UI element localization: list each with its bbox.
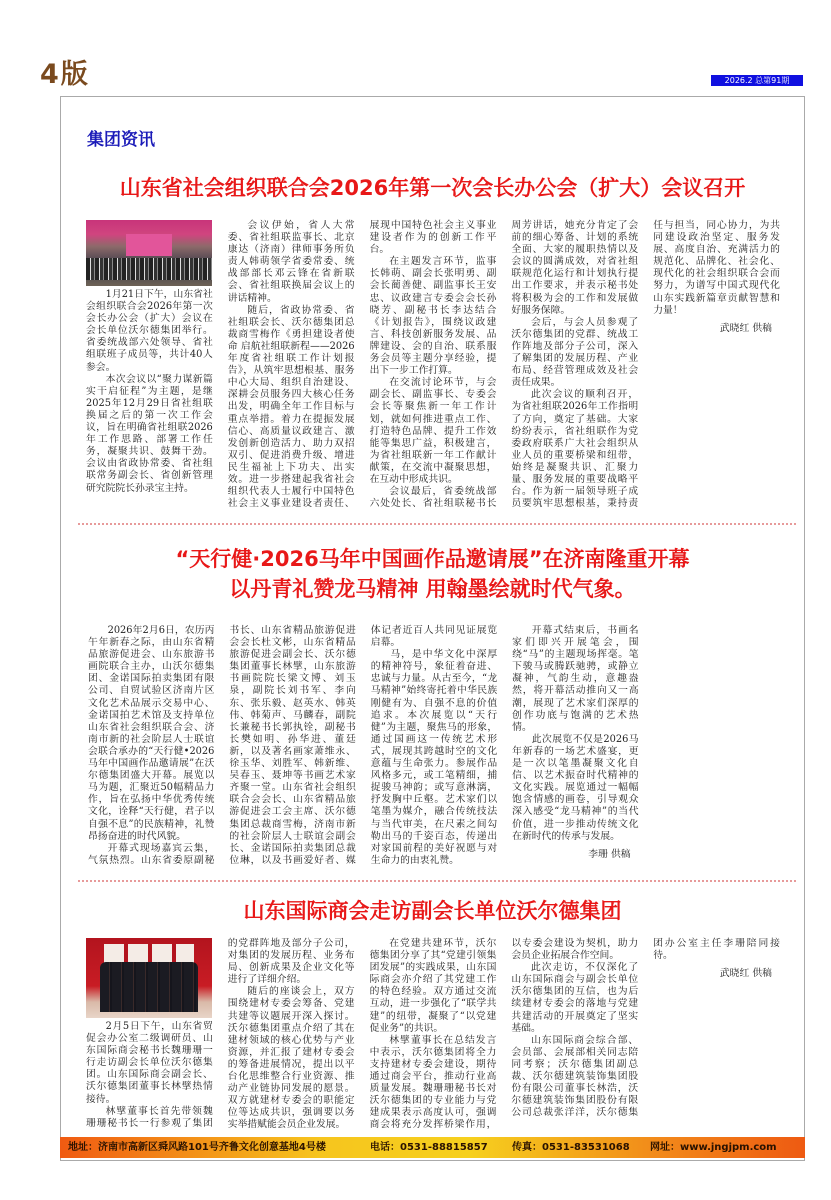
article3-title: 山东国际商会走访副会长单位沃尔德集团 (243, 899, 622, 923)
paragraph: 此次会议的顺利召开，为省社组联2026年工作指明了方向，奠定了基础。大家纷纷表示，省社组联作为党委政府联系广大社会组织从业人员的重要桥梁和纽带，始终是凝聚共识、汇聚力量、服务发展的重要战略平台。作为新一届领导班子成员要筑牢思想根基，秉持责任与担当，同心协力，为共同建设政治坚定、服务发展、高度自治、充满活力的规范化、品牌化、社会化、现代化的社会组织联合会而努力，为谱写中国式现代化山东实践新篇章贡献智慧和力量！ (511, 220, 780, 510)
dotted-divider (78, 523, 796, 525)
paragraph: 林擘董事长首先带领魏珊珊秘书长一行参观了集团的党群阵地及部分子公司，对集团的发展历程、业务布局、创新成果及企业文化等进行了详细介绍。 (86, 938, 355, 1129)
issue-badge: 2026.2 总第91期 (711, 75, 803, 86)
paragraph: 在主题发言环节，监事长韩萌、副会长张明勇、副会长蔺善健、副监事长王安忠、议政建言专委会会长孙晓芳、副秘书长李达结合《计划报告》，围绕议政建言、科技创新服务发展、品牌建设、会的自治、联系服务会员等主题分享经验，提出下一步工作打算。 (369, 256, 497, 377)
paragraph: 1月21日下午，山东省社会组织联合会2026年第一次会长办公会（扩大）会议在会长单位沃尔德集团举行。省委统战部六处领导、省社组联班子成员等，共计40人参会。 (86, 289, 213, 373)
paragraph: 本次会议以“聚力谋新篇 实干启征程”为主题，是继2025年12月29日省社组联换届之后的第一次工作会议，旨在明确省社组联2026年工作思路、部署工作任务，凝聚共识、鼓舞干劲。会议由省政协常委、省社组联常务副会长、省创新管理研究院院长孙录宝主持。 (86, 373, 213, 494)
visit-group-photo (86, 938, 212, 1018)
paragraph: 2026年2月6日，农历丙午年新春之际，由山东省精品旅游促进会、山东旅游书画院联合主办，山沃尔德集团、金诺国际拍卖集团有限公司、自贸试验区济南片区文化艺术品展示交易中心、金诺国拍艺术馆及支持单位山东省社会组织联合会、济南市新的社会阶层人士联谊会联合承办的“天行健•2026马年中国画作品邀请展”在沃尔德集团盛大开幕。展览以马为题，汇聚近50幅精品力作，旨在弘扬中华优秀传统文化，诠释“天行健，君子以自强不息”的民族精神，礼赞昂扬奋进的时代风貌。 (88, 625, 215, 842)
section-label: 集团资讯 (87, 130, 155, 150)
paragraph: 开幕式现场嘉宾云集，气氛热烈。山东省委原副秘书长、山东省精品旅游促进会会长杜文彬，山东省精品旅游促进会副会长、沃尔德集团董事长林擘，山东旅游书画院院长梁文博、刘玉泉，副院长刘书军、李向东、张乐毅、赵英水、韩英伟、韩菊声、马麟春，副院长兼秘书长郭执铨，副秘书长樊如明、孙华进、董廷新，以及著名画家萧维永、徐玉华、刘胜军、韩新维、吴春玉、聂坤等书画艺术家齐聚一堂。山东省社会组织联合会会长、山东省精品旅游促进会工会主席、沃尔德集团总裁商雪梅，济南市新的社会阶层人士联谊会副会长、金诺国际拍卖集团总裁位琳，以及书画爱好者、媒体记者近百人共同见证展览启幕。 (88, 625, 498, 866)
paragraph: 随后的座谈会上，双方围绕建材专委会筹备、党建共建等议题展开深入探讨。沃尔德集团重点介绍了其在建材领域的核心优势与产业资源，并汇报了建材专委会的筹备进展情况，提出以平台化思维整合行业资源、推动产业链协同发展的愿景。双方就建材专委会的职能定位等达成共识，强调要以务实举措赋能会员企业发展。 (227, 986, 355, 1131)
byline: 武晓红 供稿 (719, 968, 772, 980)
article1-title: 山东省社会组织联合会2026年第一次会长办公会（扩大）会议召开 (119, 176, 746, 200)
article1-body (86, 220, 780, 515)
article3-body (86, 938, 780, 1134)
footer-phone: 电话：0531-88815857 (370, 1142, 488, 1153)
paragraph: 会议最后，省委统战部六处处长、省社组联秘书长周芳讲话，她充分肯定了会前的细心筹备、计划的系统全面、大家的履职热情以及会议的圆满成效，对省社组联规范化运行和计划执行提出工作要求，并表示秘书处将积极为会的工作和发展做好服务保障。 (369, 220, 639, 510)
byline: 李珊 供稿 (588, 848, 631, 860)
paragraph: 开幕式结束后，书画名家们即兴开展笔会，围绕“马”的主题现场挥毫。笔下骏马或腾跃驰骋，或静立凝神，气韵生动，意趣盎然，将开幕活动推向又一高潮，展现了艺术家们深厚的创作功底与饱满的艺术热情。 (512, 625, 639, 733)
paragraph: 在党建共建环节，沃尔德集团分享了其“党建引领集团发展”的实践成果，山东国际商会亦介绍了其党建工作的特色经验。双方通过交流互动，进一步强化了“联学共建”的纽带，凝聚了“以党建促业务”的共识。 (369, 938, 497, 1034)
paragraph: 随后，省政协常委、省社组联会长、沃尔德集团总裁商雪梅作《勇担建设者使命 启航社组联新程——2026年度省社组联工作计划报告》，从筑牢思想根基、服务中心大局、组织自治建设、深耕会员服务四大核心任务出发，明确全年工作目标与重点举措。着力在提振发展信心、高质量议政建言、激发创新创造活力、助力双招双引、促进消费升级、增进民生福祉上下功夫、出实效。进一步搭建起我省社会组织代表人士履行中国特色社会主义事业建设者责任、展现中国特色社会主义事业建设者作为的创新工作平台。 (227, 220, 497, 510)
paragraph: 2月5日下午，山东省贸促会办公室二级调研员、山东国际商会秘书长魏珊珊一行走访副会长单位沃尔德集团。山东国际商会副会长、沃尔德集团董事长林擘热情接待。 (86, 1021, 213, 1105)
footer-address: 地址：济南市高新区舜风路101号齐鲁文化创意基地4号楼 (68, 1142, 326, 1153)
footer-fax: 传真：0531-83531068 (512, 1142, 630, 1153)
paragraph: 山东国际商会综合部、会员部、会展部相关同志陪同考察；沃尔德集团副总裁、沃尔德建筑装饰集团股份有限公司董事长林浩，沃尔德建筑装饰集团股份有限公司总裁张洋洋，沃尔德集团办公室主任李珊陪同接待。 (511, 938, 780, 1119)
article2-title-line2: 以丹青礼赞龙马精神 用翰墨绘就时代气象。 (229, 577, 636, 601)
footer-website[interactable]: 网址：www.jngjpm.com (650, 1142, 777, 1153)
article2-body (88, 625, 780, 873)
paragraph: 会后，与会人员参观了沃尔德集团的党群、统战工作阵地及部分子公司，深入了解集团的发展历程、产业布局、经营管理成效及社会责任成果。 (511, 316, 639, 389)
meeting-group-photo (86, 220, 212, 286)
byline: 武晓红 供稿 (719, 322, 772, 334)
article2-title-line1: “天行健·2026马年中国画作品邀请展”在济南隆重开幕 (175, 547, 690, 571)
paragraph: 马，是中华文化中深厚的精神符号，象征着奋进、忠诚与力量。从古至今，“龙马精神”始终寄托着中华民族刚健有为、自强不息的价值追求。本次展览以“天行健”为主题，聚焦马的形象，通过国画这一传统艺术形式，展现其跨越时空的文化意蕴与生命张力。参展作品风格多元，或工笔精细，捕捉骏马神韵；或写意淋漓，抒发胸中丘壑。艺术家们以笔墨为媒介，融合传统技法与当代审美，在尺素之间勾勒出马的千姿百态，传递出对家国前程的美好祝愿与对生命力的由衷礼赞。 (370, 649, 498, 866)
edition-label: 4版 (40, 59, 90, 90)
paragraph: 此次走访，不仅深化了山东国际商会与副会长单位沃尔德集团的互信，也为后续建材专委会的落地与党建共建活动的开展奠定了坚实基础。 (511, 962, 639, 1034)
dotted-divider (78, 880, 796, 882)
footer-bar (60, 1137, 805, 1158)
paragraph: 会议伊始，省人大常委、省社组联监事长、北京康达（济南）律师事务所负责人韩萌领学省委常委、统战部部长邓云锋在省新联会、省社组联换届会议上的讲话精神。 (227, 220, 355, 304)
paragraph: 林擘董事长在总结发言中表示，沃尔德集团将全力支持建材专委会建设，期待通过商会平台，推动行业高质量发展。魏珊珊秘书长对沃尔德集团的专业能力与党建成果表示高度认可，强调商会将充分发挥桥梁作用，以专委会建设为契机，助力会员企业拓展合作空间。 (369, 938, 639, 1131)
paragraph: 此次展览不仅是2026马年新春的一场艺术盛宴，更是一次以笔墨凝聚文化自信、以艺术振奋时代精神的文化实践。展览通过一幅幅饱含情感的画卷，引导观众深入感受“龙马精神”的当代价值，进一步推动传统文化在新时代的传承与发展。 (512, 733, 639, 842)
paragraph: 在交流讨论环节，与会副会长、副监事长、专委会会长等聚焦新一年工作计划，就如何推进重点工作、打造特色品牌、提升工作效能等集思广益，积极建言，为省社组联新一年工作献计献策，在交流中凝聚思想，在互动中形成共识。 (369, 377, 497, 485)
